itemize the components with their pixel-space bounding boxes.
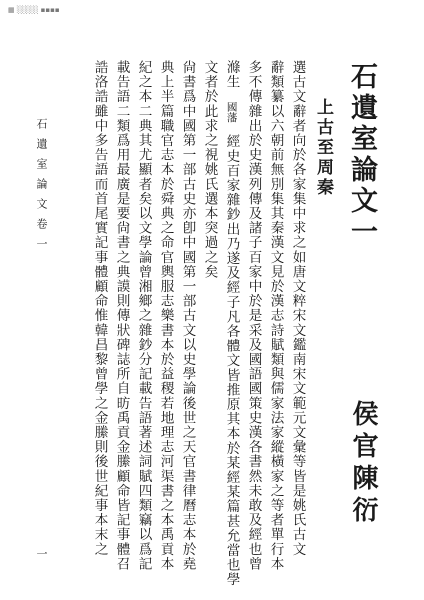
body-column-10: 誥洛誥雖中多告語而首尾實記事體顧命惟韓昌黎曾學之金縢則後世紀事本末之: [91, 60, 108, 557]
page-number: 一: [35, 548, 48, 559]
book-title: 石遺室論文一: [346, 62, 377, 248]
body-column-3: 多不傳雜出於史漢列傳及諸子百家中於是采及國語國策史漢各書然未敢及經也曾: [245, 60, 262, 571]
scan-stamp: ▦ ░░░░ ▪▪▪▪: [8, 6, 60, 14]
body-column-6: 尙書爲中國第一部古史亦卽中國第一部古文以史學論後世之天官書律曆志本於堯: [179, 60, 196, 571]
body-column-5: 文者於此求之視姚氏選本突過之矣: [201, 60, 218, 279]
running-book-label: 石遺室論文卷一: [35, 118, 48, 258]
body-column-7: 典上半篇職官志本於舜典之命官輿服志樂書本於益稷若地理志河渠書之本禹貢本: [157, 60, 174, 571]
chapter-heading: 上古至周秦: [313, 98, 333, 198]
body-column-1: 選古文辭者向於各家集中求之如唐文粹宋文鑑南宋文範元文彙等皆是姚氏古文: [289, 60, 306, 557]
body-column-4-text: 滌生: [223, 60, 240, 90]
body-column-4-rest: 經史百家雜鈔出乃遂及經子凡各體文皆推原其本於某經某篇甚允當也學: [223, 134, 240, 587]
body-column-2: 辭類纂以六朝前無別集其秦漢文見於漢志詩賦類與儒家法家縱橫家之等者單行本: [267, 60, 284, 571]
body-column-4: [224, 60, 238, 587]
interlinear-note: 國藩: [225, 89, 238, 135]
body-column-9: 載告語二類爲用最廣是要尙書之典謨則傳狀碑誌所自昉禹貢金縢顧命皆記事體召: [113, 60, 130, 571]
author-name: 侯官陳衍: [348, 400, 378, 528]
body-column-8: 紀之本二典其尤顯者矣以文學論曾湘鄉之雜鈔分記載告語著述詞賦四類竊以爲記: [135, 60, 152, 571]
